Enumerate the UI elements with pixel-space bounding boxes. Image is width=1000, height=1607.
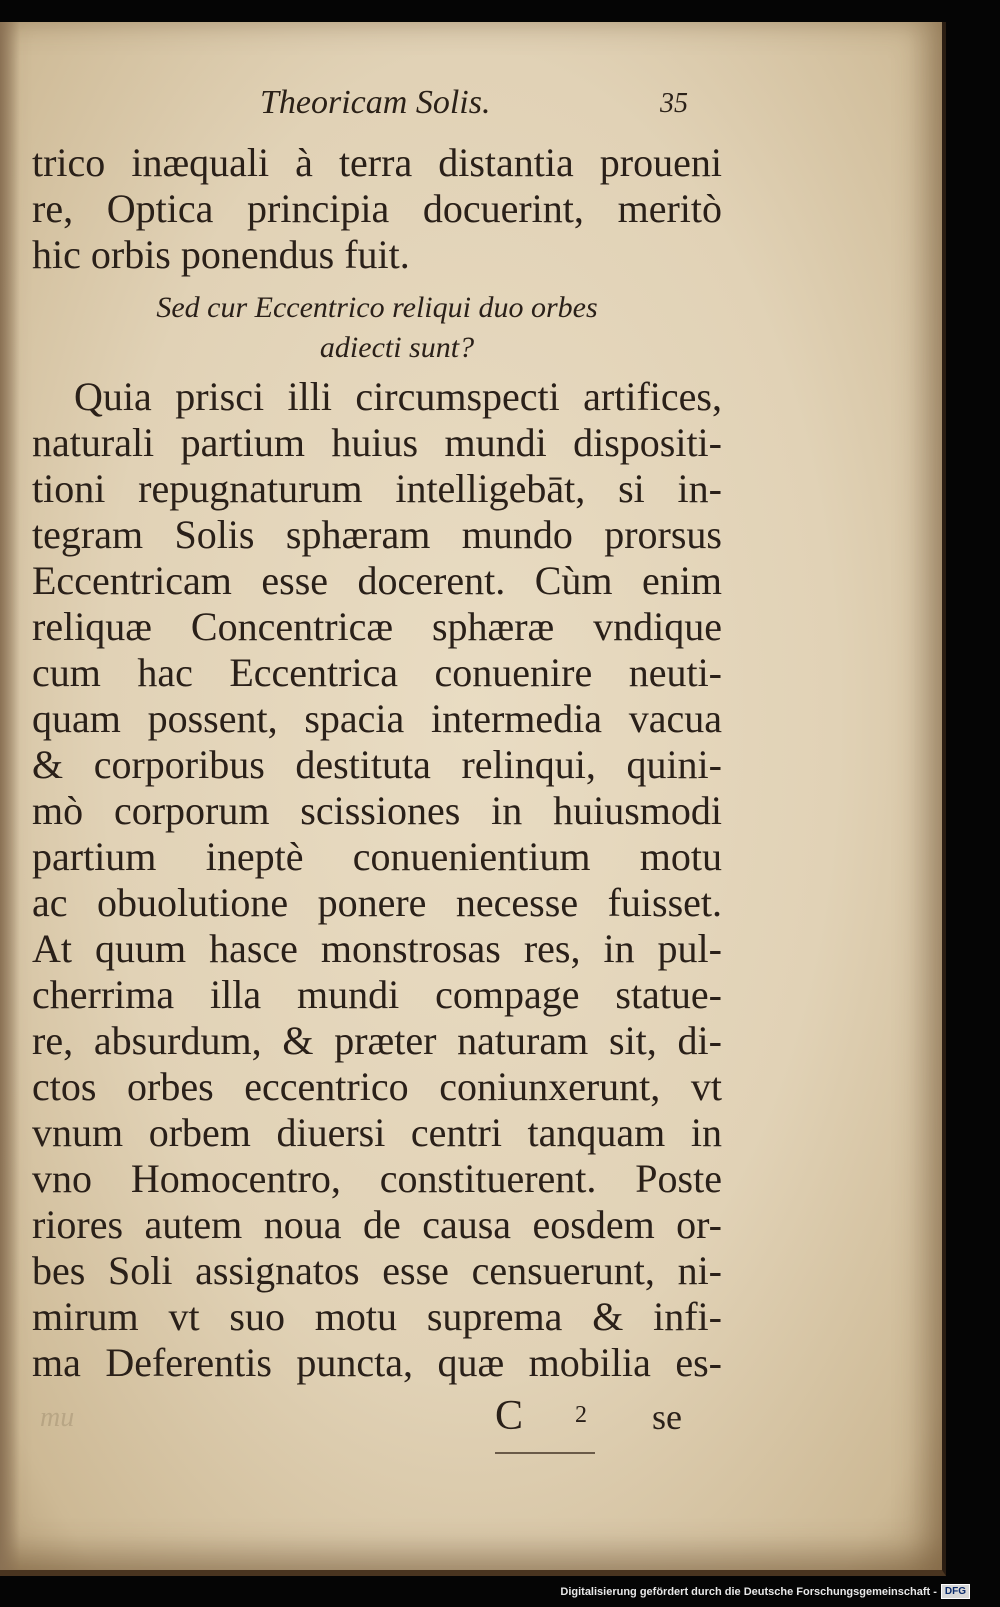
catchword: se (652, 1397, 682, 1437)
text-line: bes Soli assignatos esse censuerunt, ni- (32, 1248, 722, 1293)
text-line: tioni repugnaturum intelligebāt, si in- (32, 466, 722, 511)
text-block (32, 140, 722, 1386)
text-line: ma Deferentis puncta, quæ mobilia es- (32, 1340, 722, 1385)
page-gutter (0, 22, 20, 1570)
bleed-through-text: mu (40, 1402, 75, 1433)
text-line: mò corporum scissiones in huiusmodi (32, 788, 722, 833)
text-line: naturali partium huius mundi dispositi- (32, 420, 722, 465)
book-page (0, 22, 946, 1576)
text-line: re, Optica principia docuerint, meritò (32, 186, 722, 231)
signature-number: 2 (575, 1402, 587, 1428)
signature-mark: C (495, 1393, 524, 1439)
text-line: ac obuolutione ponere necesse fuisset. (32, 880, 722, 925)
text-line: vno Homocentro, constituerent. Poste (32, 1156, 722, 1201)
text-line: trico inæquali à terra distantia proueni (32, 140, 722, 185)
text-line: Eccentricam esse docerent. Cùm enim (32, 558, 722, 603)
text-line: & corporibus destituta relinqui, quini- (32, 742, 722, 787)
question-line: adiecti sunt? (319, 331, 475, 364)
page-number: 35 (660, 88, 688, 119)
text-line: cherrima illa mundi compage statue- (32, 972, 722, 1017)
question-line: Sed cur Eccentrico reliqui duo orbes (156, 291, 598, 324)
text-line: hic orbis ponendus fuit. (32, 232, 410, 277)
signature-underline (495, 1452, 595, 1454)
text-line: reliquæ Concentricæ sphæræ vndique (32, 604, 722, 649)
text-line: riores autem noua de causa eosdem or- (32, 1202, 722, 1247)
text-line: ctos orbes eccentrico coniunxerunt, vt (32, 1064, 722, 1109)
text-line: Quia prisci illi circumspecti artifices, (74, 374, 722, 419)
text-line: quam possent, spacia intermedia vacua (32, 696, 722, 741)
text-line: cum hac Eccentrica conuenire neuti- (32, 650, 722, 695)
text-line: partium ineptè conuenientium motu (32, 834, 722, 879)
dfg-logo: DFG (941, 1584, 970, 1599)
text-line: re, absurdum, & præter naturam sit, di- (32, 1018, 722, 1063)
text-line: At quum hasce monstrosas res, in pul- (32, 926, 722, 971)
page-header (0, 84, 942, 134)
page-footer-marks (0, 1392, 942, 1452)
question-heading (32, 288, 722, 368)
credit-text: Digitalisierung gefördert durch die Deutsche Forschungsgemeinschaft - (560, 1585, 937, 1598)
digitization-credit (560, 1584, 970, 1599)
text-line: vnum orbem diuersi centri tanquam in (32, 1110, 722, 1155)
text-line: mirum vt suo motu suprema & infi- (32, 1294, 722, 1339)
running-head: Theoricam Solis. (260, 84, 491, 121)
text-line: tegram Solis sphæram mundo prorsus (32, 512, 722, 557)
